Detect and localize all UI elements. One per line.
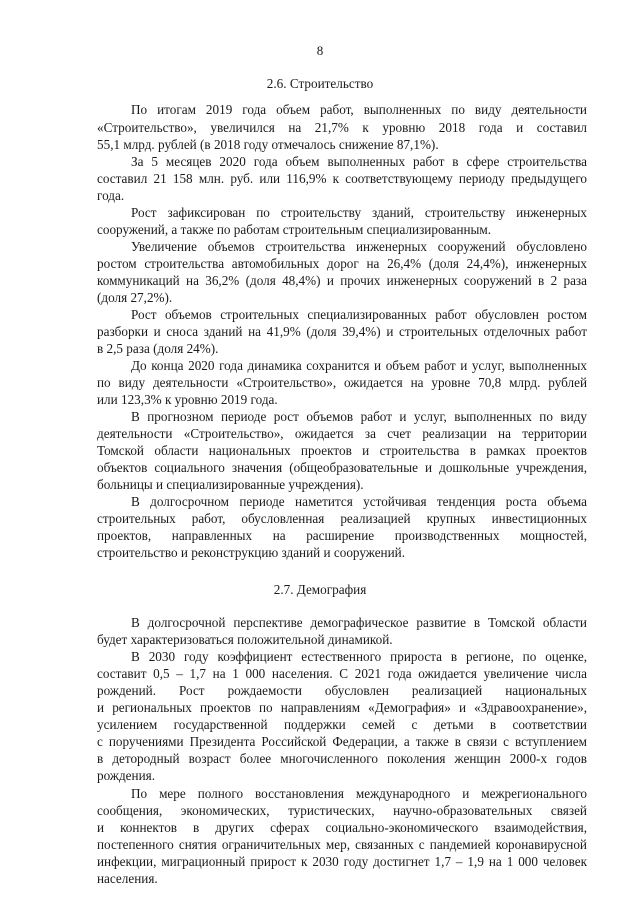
paragraph-line: Томской области национальных проектов и строительства в рамках проектов — [97, 443, 587, 458]
paragraph-line: Рост объемов строительных специализированных работ обусловлен ростом — [131, 307, 587, 322]
paragraph-line: года. — [97, 188, 125, 203]
paragraph-line: Рост зафиксирован по строительству зданий, строительству инженерных — [131, 205, 587, 220]
paragraph-line: усилением государственной поддержки семей с детьми в соответствии — [97, 717, 587, 732]
section-heading-construction: 2.6. Строительство — [266, 76, 374, 91]
paragraph-line: строительство и реконструкцию зданий и сооружений. — [97, 545, 406, 560]
paragraph-line: В долгосрочном периоде наметится устойчивая тенденция роста объема — [131, 494, 587, 509]
paragraph-line: коммуникаций на 36,2% (доля 48,4%) и прочих инженерных сооружений в 2 раза — [97, 273, 587, 288]
paragraph-line: В 2030 году коэффициент естественного прироста в регионе, по оценке, — [131, 649, 587, 664]
paragraph-line: по виду деятельности «Строительство», ожидается на уровне 70,8 млрд. рублей — [97, 375, 587, 390]
paragraph-line: и региональных проектов по направлениям «Демография» и «Здравоохранение», — [97, 700, 587, 715]
paragraph-line: По мере полного восстановления международного и межрегионального — [131, 786, 587, 801]
paragraph-line: 55,1 млрд. рублей (в 2018 году отмечалось снижение 87,1%). — [97, 137, 439, 152]
paragraph-line: рождений. Рост рождаемости обусловлен реализацией национальных — [97, 683, 587, 698]
paragraph-line: с поручениями Президента Российской Федерации, а также в связи с вступлением — [97, 734, 587, 749]
paragraph-line: в детородный возраст более многочисленного поколения женщин 2000-х годов — [97, 751, 587, 766]
paragraph-line: «Строительство», увеличился на 21,7% к уровню 2018 года и составил — [97, 120, 587, 135]
paragraph-line: объектов социального значения (общеобразовательные и дошкольные учреждения, — [97, 460, 587, 475]
paragraph-line: За 5 месяцев 2020 года объем выполненных работ в сфере строительства — [131, 154, 587, 169]
paragraph-line: (доля 27,2%). — [97, 290, 173, 305]
paragraph-line: рождения. — [97, 768, 156, 783]
paragraph-line: сообщения, экономических, туристических, научно-образовательных связей — [97, 803, 587, 818]
paragraph-line: сооружений, а также по работам строительным специализированным. — [97, 222, 492, 237]
paragraph-line: составил 21 158 млн. руб. или 116,9% к соответствующему периоду предыдущего — [97, 171, 587, 186]
section-heading-demography: 2.7. Демография — [273, 582, 367, 597]
paragraph-line: В прогнозном периоде рост объемов работ и услуг, выполненных по виду — [131, 409, 587, 424]
paragraph-line: населения. — [97, 871, 158, 886]
paragraph-line: или 123,3% к уровню 2019 года. — [97, 392, 278, 407]
paragraph-line: Увеличение объемов строительства инженерных сооружений обусловлено — [131, 239, 587, 254]
paragraph-line: До конца 2020 года динамика сохранится и объем работ и услуг, выполненных — [131, 358, 587, 373]
paragraph-line: больницы и специализированные учреждения). — [97, 477, 364, 492]
paragraph-line: проектов, направленных на расширение производственных мощностей, — [97, 528, 587, 543]
paragraph-line: постепенного снятия ограничительных мер, связанных с пандемией коронавирусной — [97, 837, 587, 852]
paragraph-line: и коннектов в других сферах социально-экономического взаимодействия, — [97, 820, 587, 835]
paragraph-line: составит 0,5 – 1,7 на 1 000 населения. С 2021 года ожидается увеличение числа — [97, 666, 587, 681]
page-number: 8 — [316, 43, 324, 58]
paragraph-line: деятельности «Строительство», ожидается за счет реализации на территории — [97, 426, 587, 441]
paragraph-line: В долгосрочной перспективе демографическое развитие в Томской области — [131, 615, 587, 630]
paragraph-line: По итогам 2019 года объем работ, выполненных по виду деятельности — [131, 102, 587, 117]
paragraph-line: инфекции, миграционный прирост к 2030 году достигнет 1,7 – 1,9 на 1 000 человек — [97, 854, 587, 869]
paragraph-line: будет характеризоваться положительной динамикой. — [97, 632, 393, 647]
paragraph-line: в 2,5 раза (доля 24%). — [97, 341, 219, 356]
paragraph-line: строительных работ, обусловленная реализацией крупных инвестиционных — [97, 511, 587, 526]
paragraph-line: разборки и сноса зданий на 41,9% (доля 39,4%) и строительных отделочных работ — [97, 324, 587, 339]
paragraph-line: ростом строительства автомобильных дорог на 26,4% (доля 24,4%), инженерных — [97, 256, 587, 271]
